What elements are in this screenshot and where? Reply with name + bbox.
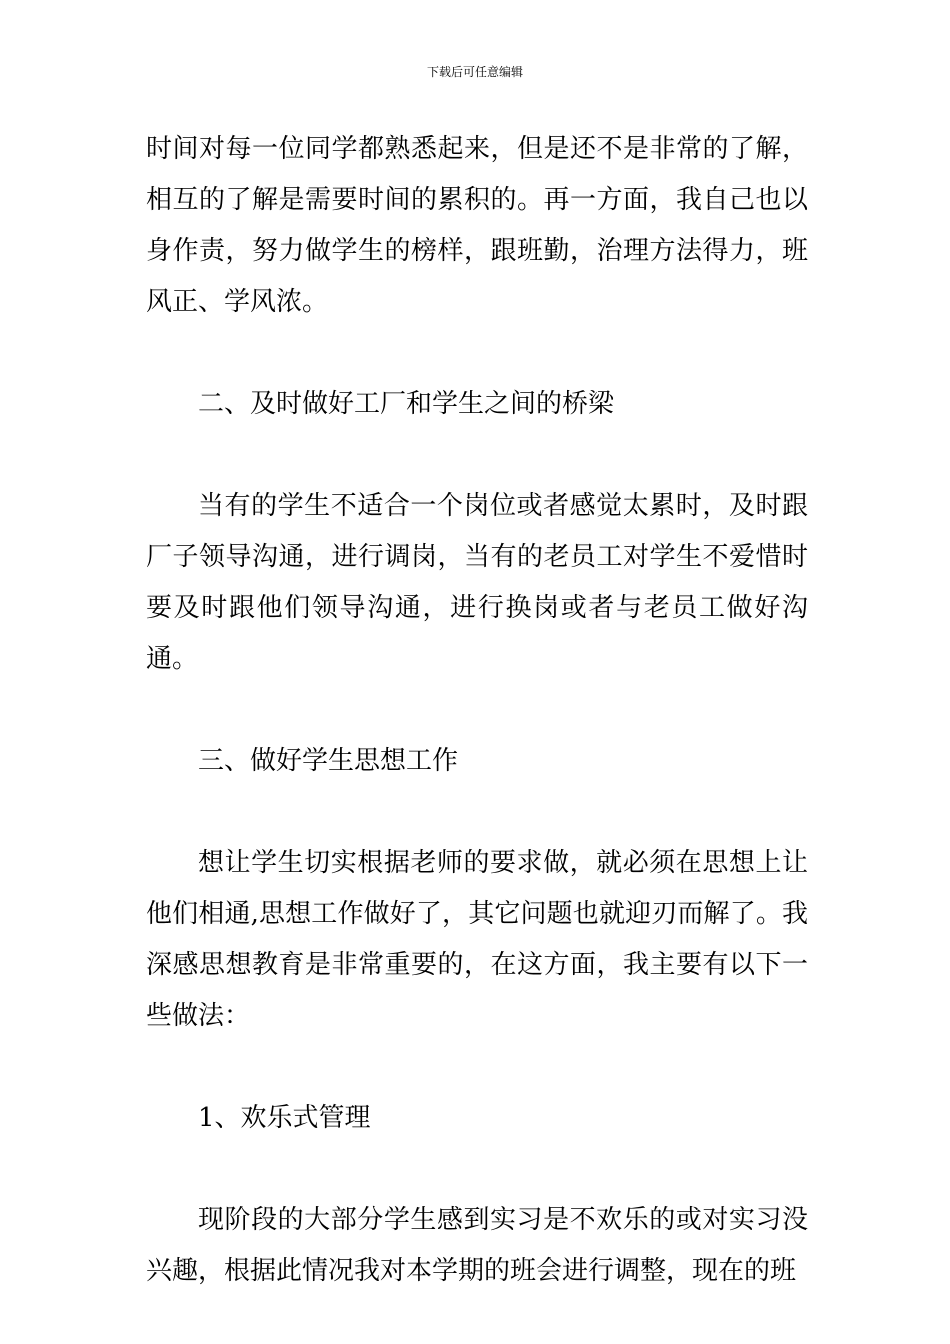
paragraph-gap bbox=[146, 430, 808, 481]
document-body bbox=[146, 124, 808, 1297]
paragraph-gap bbox=[146, 685, 808, 736]
subsection-heading-1: 1、欢乐式管理 bbox=[198, 1103, 371, 1133]
paragraph-gap bbox=[146, 328, 808, 379]
paragraph-happy-management: 现阶段的大部分学生感到实习是不欢乐的或对实习没兴趣，根据此情况我对本学期的班会进行调整，现在的班 bbox=[146, 1205, 808, 1286]
paragraph-continuation: 时间对每一位同学都熟悉起来，但是还不是非常的了解，相互的了解是需要时间的累积的。再一方面，我自己也以身作责，努力做学生的榜样，跟班勤，治理方法得力，班风正、学风浓。 bbox=[146, 134, 808, 317]
section-heading-3: 三、做好学生思想工作 bbox=[198, 746, 459, 776]
paragraph-gap bbox=[146, 1144, 808, 1195]
page-header: 下载后可任意编辑 bbox=[426, 65, 523, 79]
paragraph-gap bbox=[146, 1042, 808, 1093]
paragraph-thought-work: 想让学生切实根据老师的要求做，就必须在思想上让他们相通,思想工作做好了，其它问题也就迎刃而解了。我深感思想教育是非常重要的，在这方面，我主要有以下一些做法： bbox=[146, 848, 808, 1031]
section-heading-2: 二、及时做好工厂和学生之间的桥梁 bbox=[198, 389, 615, 419]
paragraph-gap bbox=[146, 787, 808, 838]
paragraph-bridge: 当有的学生不适合一个岗位或者感觉太累时，及时跟厂子领导沟通，进行调岗，当有的老员工对学生不爱惜时要及时跟他们领导沟通，进行换岗或者与老员工做好沟通。 bbox=[146, 491, 808, 674]
